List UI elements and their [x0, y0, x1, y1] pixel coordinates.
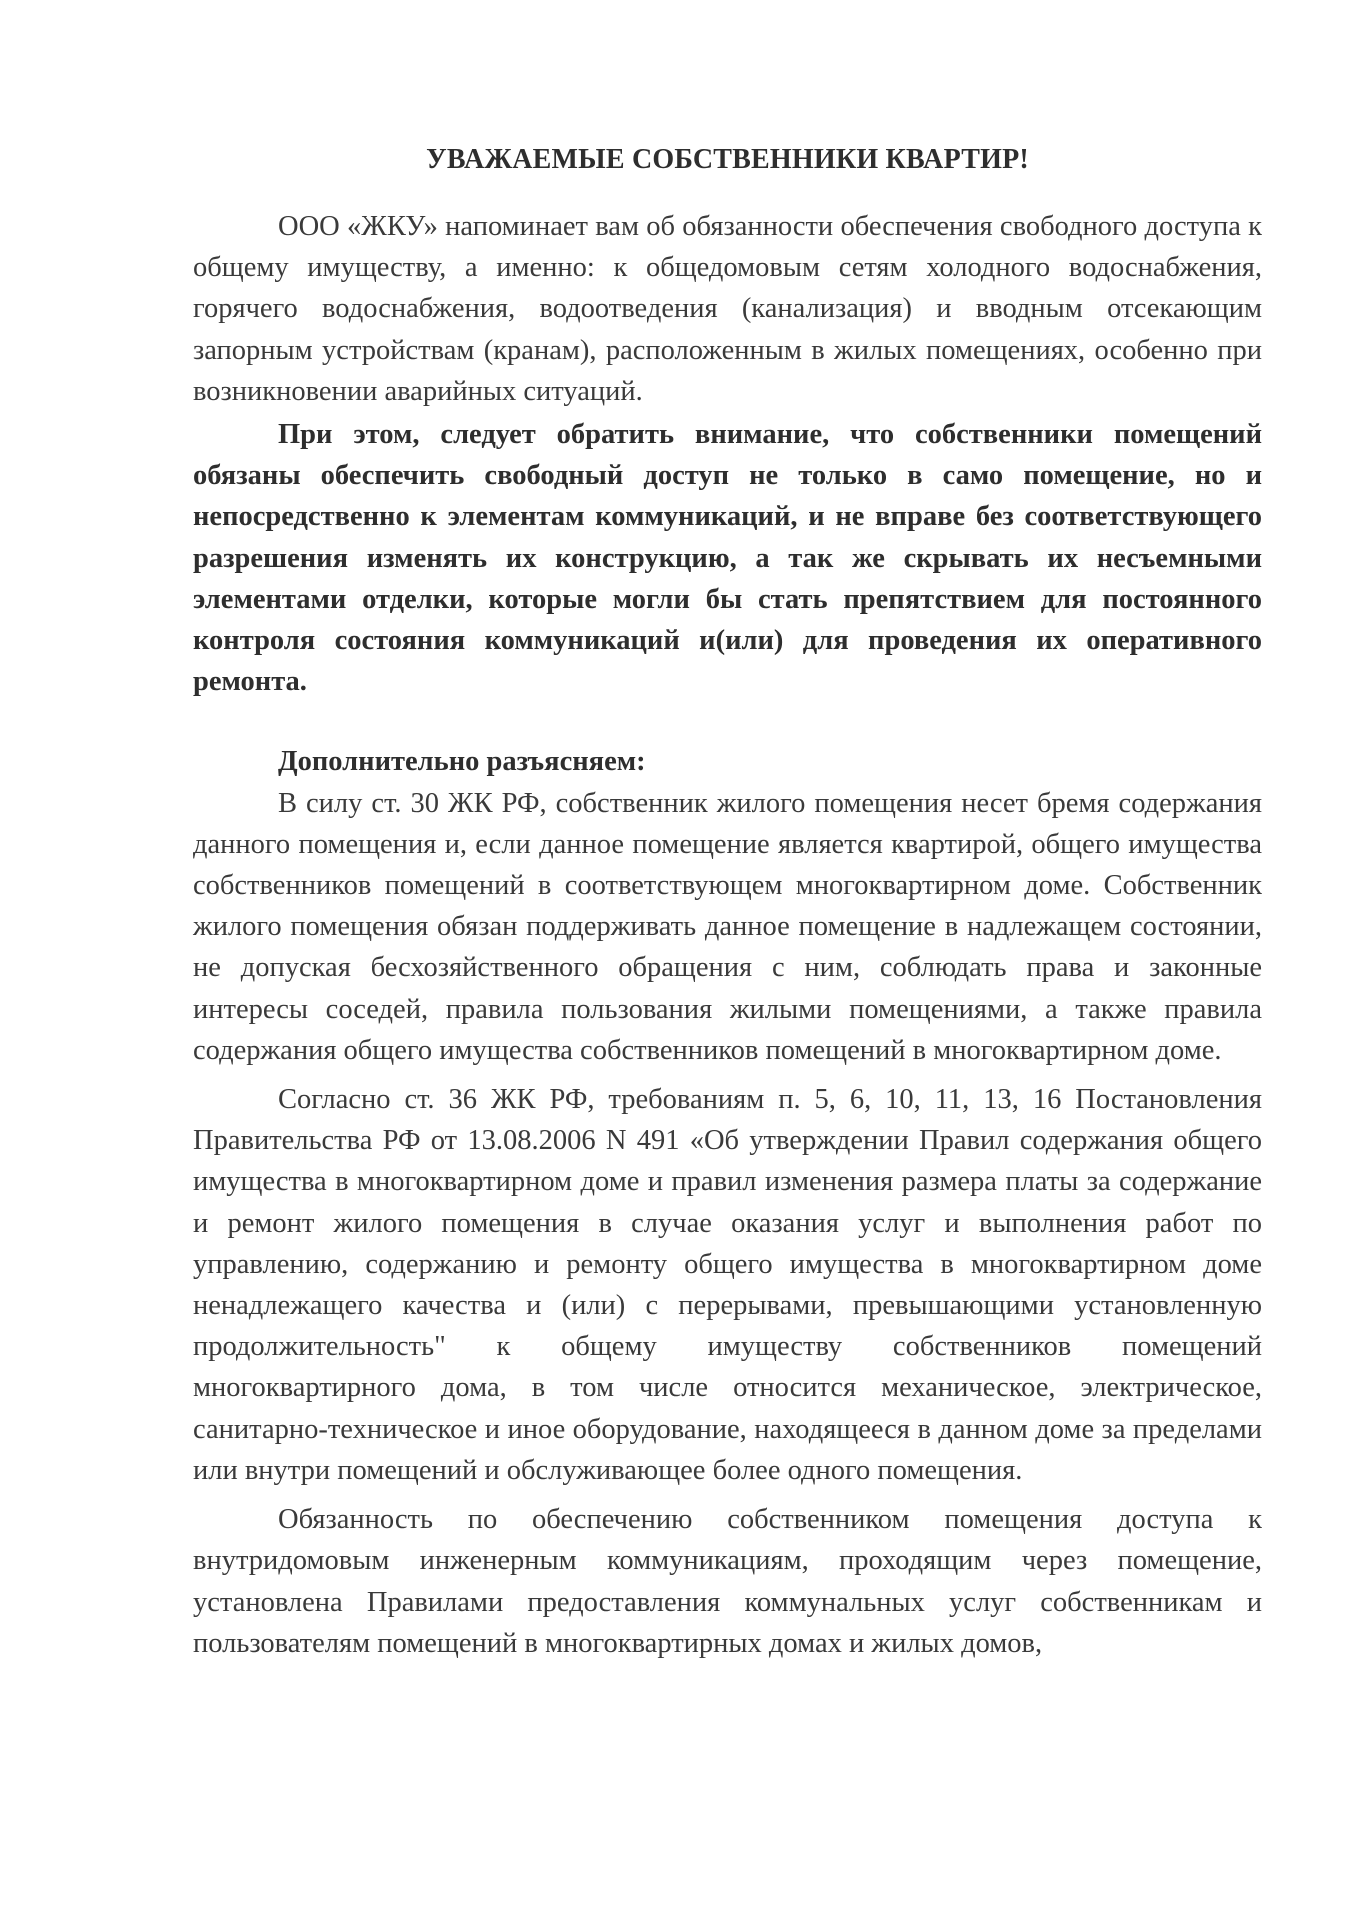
paragraph-access-reminder: ООО «ЖКУ» напоминает вам об обязанности обеспечения свободного доступа к общему имуществу, а именно: к общедомовым сетям холодного водоснабжения, горячего водоснабжения, водоотведения (канализация) и вводным отсекающим запорным устройствам (кранам), расположенным в жилых помещениях, особенно при возникновении аварийных ситуаций. [193, 211, 1262, 407]
subheading-additional: Дополнительно разъясняем: [278, 746, 646, 778]
paragraph-article-30: В силу ст. 30 ЖК РФ, собственник жилого помещения несет бремя содержания данного помещения и, если данное помещение является квартирой, общего имущества собственников помещений в соответствующем многоквартирном доме. Собственник жилого помещения обязан поддерживать данное помещение в надлежащем состоянии, не допуская бесхозяйственного обращения с ним, соблюдать права и законные интересы соседей, правила пользования жилыми помещениями, а также правила содержания общего имущества собственников помещений в многоквартирном доме. [193, 787, 1262, 1066]
paragraph-owner-obligations: При этом, следует обратить внимание, что собственники помещений обязаны обеспечить свободный доступ не только в само помещение, но и непосредственно к элементам коммуникаций, и не вправе без соответствующего разрешения изменять их конструкцию, а так же скрывать их несъемными элементами отделки, которые могли бы стать препятствием для постоянного контроля состояния коммуникаций и(или) для проведения их оперативного ремонта. [193, 419, 1262, 698]
paragraph-utility-rules: Обязанность по обеспечению собственником помещения доступа к внутридомовым инженерным коммуникациям, проходящим через помещение, установлена Правилами предоставления коммунальных услуг собственникам и пользователям помещений в многоквартирных домах и жилых домов, [193, 1504, 1262, 1659]
document-title: УВАЖАЕМЫЕ СОБСТВЕННИКИ КВАРТИР! [426, 144, 1029, 175]
paragraph-article-36: Согласно ст. 36 ЖК РФ, требованиям п. 5, 6, 10, 11, 13, 16 Постановления Правительства РФ от 13.08.2006 N 491 «Об утверждении Правил содержания общего имущества в многоквартирном доме и правил изменения размера платы за содержание и ремонт жилого помещения в случае оказания услуг и выполнения работ по управлению, содержанию и ремонту общего имущества в многоквартирном доме ненадлежащего качества и (или) с перерывами, превышающими установленную продолжительность" к общему имуществу собственников помещений многоквартирного дома, в том числе относится механическое, электрическое, санитарно-техническое и иное оборудование, находящееся в данном доме за пределами или внутри помещений и обслуживающее более одного помещения. [193, 1084, 1262, 1486]
